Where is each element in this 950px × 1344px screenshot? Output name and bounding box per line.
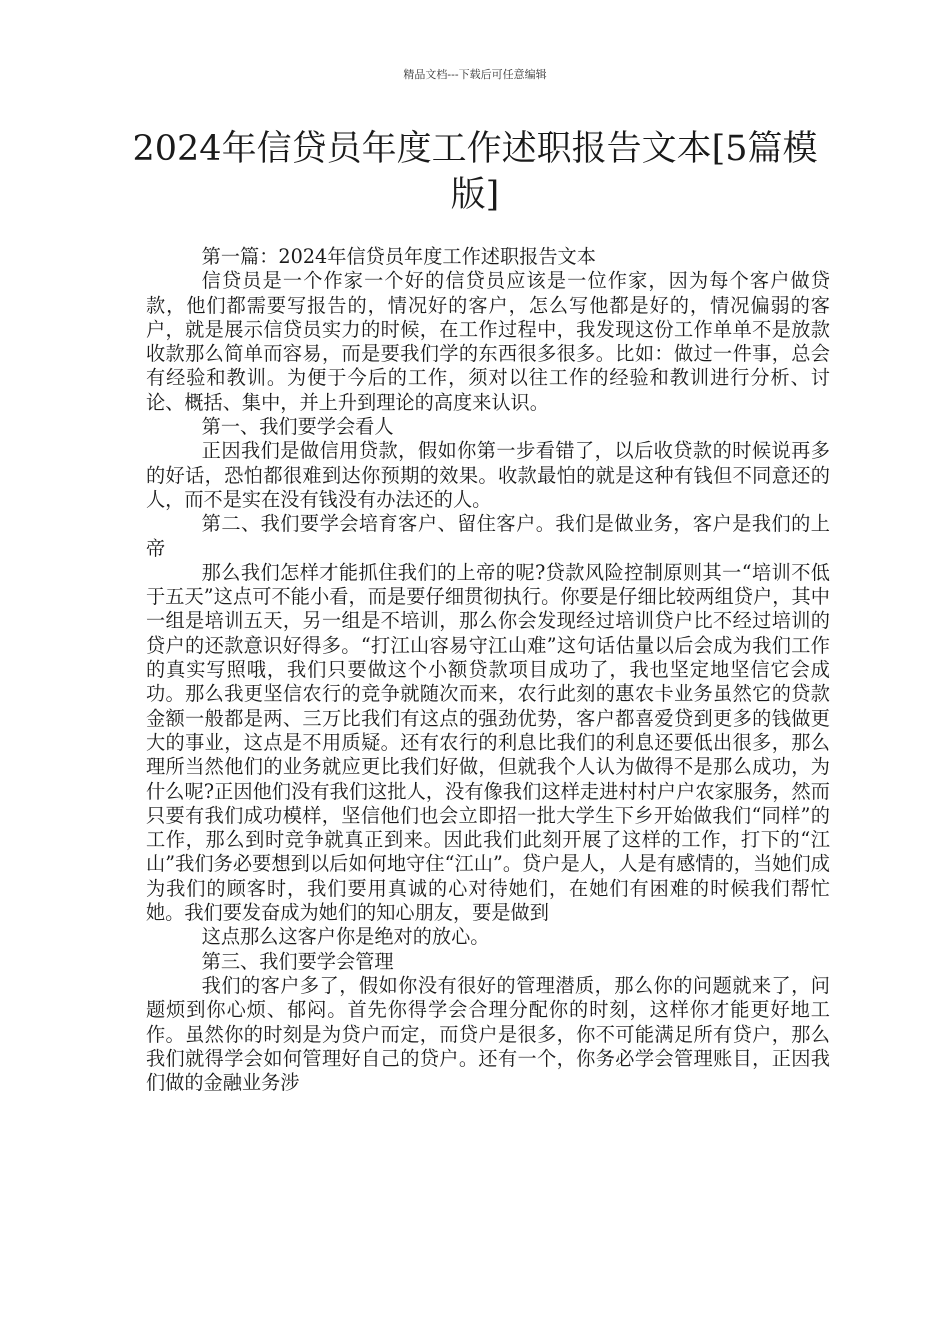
body-paragraph: 正因我们是做信用贷款，假如你第一步看错了，以后收贷款的时候说再多的好话，恐怕都很难到达你预期的效果。收款最怕的就是这种有钱但不同意还的人，而不是实在没有钱没有办法还的人。 (146, 439, 830, 511)
document-title: 2024年信贷员年度工作述职报告文本[5篇模版] (132, 129, 818, 215)
document-body (146, 245, 830, 1095)
body-paragraph: 这点那么这客户你是绝对的放心。 (201, 925, 490, 949)
section-heading: 第一、我们要学会看人 (201, 415, 394, 439)
section-heading: 第三、我们要学会管理 (201, 949, 394, 973)
page-header: 精品文档---下载后可任意编辑 (403, 68, 547, 81)
section-heading: 第二、我们要学会培育客户、留住客户。我们是做业务，客户是我们的上帝 (146, 512, 830, 560)
body-paragraph: 那么我们怎样才能抓住我们的上帝的呢?贷款风险控制原则其一“培训不低于五天”这点可不能小看，而是要仔细贯彻执行。你要是仔细比较两组贷户，其中一组是培训五天，另一组是不培训，那么你会发现经过培训贷户比不经过培训的贷户的还款意识好得多。“打江山容易守江山难”这句话估量以后会成为我们工作的真实写照哦，我们只要做这个小额贷款项目成功了，我也坚定地坚信它会成功。那么我更坚信农行的竞争就随次而来，农行此刻的惠农卡业务虽然它的贷款金额一般都是两、三万比我们有这点的强劲优势，客户都喜爱贷到更多的钱做更大的事业，这点是不用质疑。还有农行的利息比我们的利息还要低出很多，那么理所当然他们的业务就应更比我们好做，但就我个人认为做得不是那么成功，为什么呢?正因他们没有我们这批人，没有像我们这样走进村村户户农家服务，然而只要有我们成功模样，坚信他们也会立即招一批大学生下乡开始做我们“同样”的工作，那么到时竞争就真正到来。因此我们此刻开展了这样的工作，打下的“江山”我们务必要想到以后如何地守住“江山”。贷户是人，人是有感情的，当她们成为我们的顾客时，我们要用真诚的心对待她们，在她们有困难的时候我们帮忙她。我们要发奋成为她们的知心朋友，要是做到 (146, 560, 830, 925)
body-paragraph: 我们的客户多了，假如你没有很好的管理潜质，那么你的问题就来了，问题烦到你心烦、郁闷。首先你得学会合理分配你的时刻，这样你才能更好地工作。虽然你的时刻是为贷户而定，而贷户是很多，你不可能满足所有贷户，那么我们就得学会如何管理好自己的贷户。还有一个，你务必学会管理账目，正因我们做的金融业务涉 (146, 973, 830, 1095)
body-paragraph: 信贷员是一个作家一个好的信贷员应该是一位作家，因为每个客户做贷款，他们都需要写报告的，情况好的客户，怎么写他都是好的，情况偏弱的客户，就是展示信贷员实力的时候，在工作过程中，我发现这份工作单单不是放款收款那么简单而容易，而是要我们学的东西很多很多。比如：做过一件事，总会有经验和教训。为便于今后的工作，须对以往工作的经验和教训进行分析、讨论、概括、集中，并上升到理论的高度来认识。 (146, 269, 830, 414)
section-heading: 第一篇：2024年信贷员年度工作述职报告文本 (201, 245, 596, 268)
